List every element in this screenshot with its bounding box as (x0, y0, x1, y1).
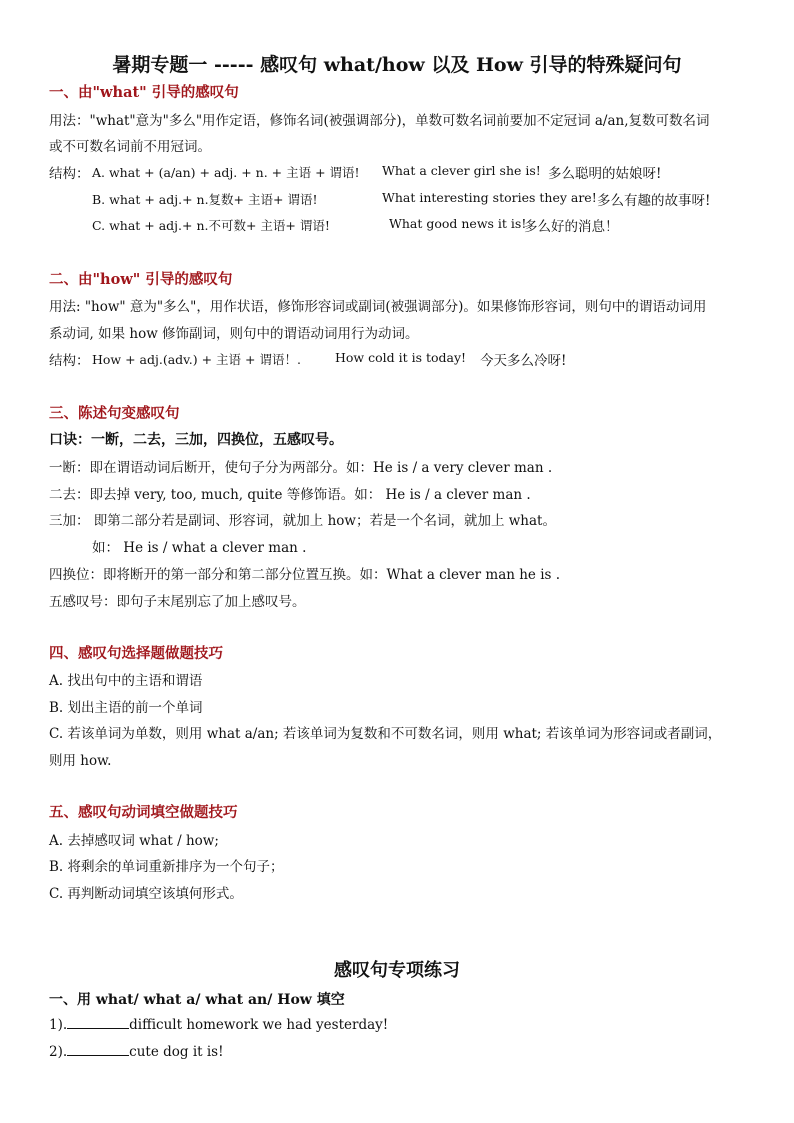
section-2-structure-label: 结构： (49, 353, 90, 369)
practice-title: 感叹句专项练习 (334, 960, 460, 981)
question-2 (49, 1043, 224, 1060)
step-5-line: 五感叹号：即句子末尾别忘了加上感叹号。 (49, 594, 306, 610)
structure-c-translation: 多么好的消息！ (524, 219, 619, 235)
question-1 (49, 1016, 388, 1033)
section-1-heading: 一、由"what" 引导的感叹句 (49, 84, 239, 101)
section-2-translation: 今天多么冷呀! (480, 353, 567, 369)
question-text: cute dog it is! (129, 1044, 224, 1060)
section-1-usage-line-1: 用法："what"意为"多么"用作定语，修饰名词(被强调部分)，单数可数名词前要加不定冠词 a/an,复数可数名词 (49, 113, 710, 129)
section-2-usage-line-1: 用法: "how" 意为"多么"，用作状语，修饰形容词或副词(被强调部分)。如果修饰形容词，则句中的谓语动词用 (49, 299, 707, 315)
structure-a-translation: 多么聪明的姑娘呀! (548, 166, 662, 182)
tip-c-line-2: 则用 how. (49, 753, 112, 769)
tip-b: B. 划出主语的前一个单词 (49, 700, 203, 716)
verb-tip-b: B. 将剩余的单词重新排序为一个句子； (49, 859, 284, 875)
structure-b-translation: 多么有趣的故事呀! (597, 193, 711, 209)
step-2-line: 二去：即去掉 very, too, much, quite 等修饰语。如： He is / a clever man . (49, 487, 531, 503)
structure-c: C. what + adj.+ n.不可数+ 主语+ 谓语! (92, 218, 330, 233)
practice-heading: 一、用 what/ what a/ what an/ How 填空 (49, 992, 345, 1008)
section-2-usage-line-2: 系动词, 如果 how 修饰副词，则句中的谓语动词用行为动词。 (49, 326, 419, 342)
tip-a: A. 找出句中的主语和谓语 (49, 673, 203, 689)
structure-b-example: What interesting stories they are! (382, 190, 597, 205)
document-title: 暑期专题一 ----- 感叹句 what/how 以及 How 引导的特殊疑问句 (112, 54, 682, 76)
step-1-line: 一断：即在谓语动词后断开，使句子分为两部分。如：He is / a very clever man . (49, 460, 553, 476)
step-4-line: 四换位：即将断开的第一部分和第二部分位置互换。如：What a clever man he is . (49, 567, 561, 583)
section-4-heading: 四、感叹句选择题做题技巧 (49, 645, 223, 662)
verb-tip-c: C. 再判断动词填空该填何形式。 (49, 886, 243, 902)
structure-a-example: What a clever girl she is! (382, 163, 541, 178)
section-1-usage-line-2: 或不可数名词前不用冠词。 (49, 139, 211, 155)
answer-blank[interactable] (67, 1043, 129, 1056)
section-2-example: How cold it is today! (335, 350, 467, 365)
question-text: difficult homework we had yesterday! (129, 1017, 389, 1033)
section-5-heading: 五、感叹句动词填空做题技巧 (49, 804, 238, 821)
question-number: 2). (49, 1044, 68, 1060)
step-3-line: 三加： 即第二部分若是副词、形容词，就加上 how；若是一个名词，就加上 what。 (49, 513, 556, 529)
structure-b: B. what + adj.+ n.复数+ 主语+ 谓语! (92, 192, 318, 207)
structure-c-example: What good news it is! (389, 216, 527, 231)
section-2-structure: How + adj.(adv.) + 主语 + 谓语！. (92, 352, 301, 367)
question-number: 1). (49, 1017, 68, 1033)
tip-c-line-1: C. 若该单词为单数，则用 what a/an; 若该单词为复数和不可数名词，则用 what; 若该单词为形容词或者副词， (49, 726, 722, 742)
mnemonic: 口诀：一断，二去，三加，四换位，五感叹号。 (49, 432, 343, 448)
answer-blank[interactable] (67, 1016, 129, 1029)
section-2-heading: 二、由"how" 引导的感叹句 (49, 271, 233, 288)
section-1-structure-label: 结构： (49, 166, 90, 182)
step-3-example: 如： He is / what a clever man . (92, 540, 307, 556)
section-3-heading: 三、陈述句变感叹句 (49, 405, 180, 422)
verb-tip-a: A. 去掉感叹词 what / how; (49, 833, 219, 849)
structure-a: A. what + (a/an) + adj. + n. + 主语 + 谓语! (92, 165, 360, 180)
